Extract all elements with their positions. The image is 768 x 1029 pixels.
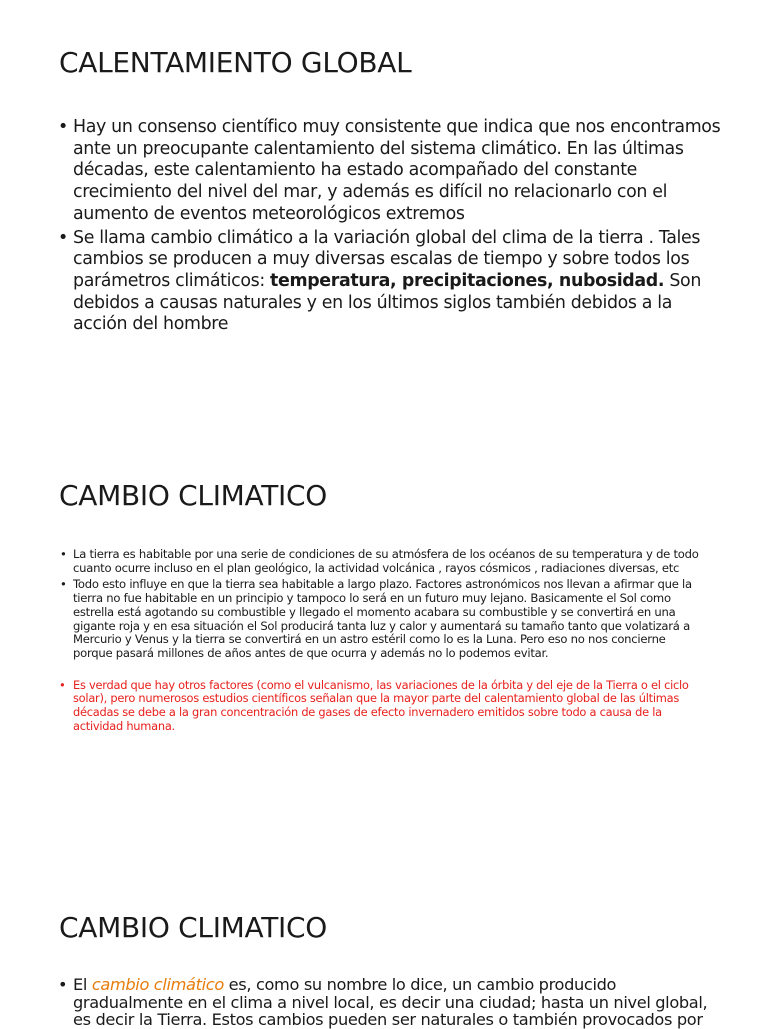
slide-title: CAMBIO CLIMATICO <box>59 911 327 944</box>
bullet-item: • Hay un consenso científico muy consistente que indica que nos encontramos ante un preocupante calentamiento del sistema climático. En las últimas décadas, este calentamiento ha estado acompañado del constante crecimiento del nivel del mar, y además es difícil no relacionarlo con el aumento de eventos meteorológicos extremos <box>73 117 721 226</box>
bullet-list <box>73 976 713 1029</box>
slide-calentamiento-global <box>0 0 768 420</box>
bullet-list <box>73 548 705 736</box>
bullet-text: Son debidos a causas naturales y en los últimos siglos también debidos a la acción del hombre <box>73 270 701 335</box>
bullet-item-highlighted: • Es verdad que hay otros factores (como el vulcanismo, las variaciones de la órbita y del eje de la Tierra o el ciclo solar), pero numerosos estudios científicos señalan que la mayor parte del calentamiento global de las últimas décadas se debe a la gran concentración de gases de efecto invernadero emitidos sobre todo a causa de la actividad humana. <box>73 679 705 734</box>
slide-cambio-climatico-2 <box>0 900 768 1029</box>
bullet-item <box>73 228 721 337</box>
bullet-text: Se llama cambio climático a la variación global del clima de la tierra . Tales cambios se producen a muy diversas escalas de tiempo y sobre todos los parámetros climáticos: <box>73 227 701 291</box>
slide-title: CALENTAMIENTO GLOBAL <box>59 46 412 79</box>
bullet-bold-text: temperatura, precipitaciones, nubosidad. <box>270 270 665 291</box>
bullet-text: El <box>73 975 92 994</box>
slide-cambio-climatico-1 <box>0 420 768 900</box>
bullet-item <box>73 976 713 1029</box>
bullet-text: es, como su nombre lo dice, un cambio producido gradualmente en el clima a nivel local, es decir una ciudad; hasta un nivel global, es decir la Tierra. Estos cambios pueden ser naturales o también provocados por <box>73 975 708 1029</box>
bullet-item: • La tierra es habitable por una serie de condiciones de su atmósfera de los océanos de su temperatura y de todo cuanto ocurre incluso en el plan geológico, la actividad volcánica , rayos cósmicos , radiaciones diversas, etc <box>73 548 705 575</box>
slide-title: CAMBIO CLIMATICO <box>59 479 327 512</box>
bullet-list <box>73 117 721 338</box>
bullet-highlight-text: cambio climático <box>91 975 224 994</box>
bullet-item: • Todo esto influye en que la tierra sea habitable a largo plazo. Factores astronómicos nos llevan a afirmar que la tierra no fue habitable en un principio y tampoco lo será en un futuro muy lejano. Basicamente el Sol como estrella está agotando su combustible y llegado el momento acabara su combustible y se convertirá en una gigante roja y en esa situación el Sol producirá tanta luz y calor y aumentará su tamaño tanto que volatizará a Mercurio y Venus y la tierra se convertirá en un astro estéril como lo es la Luna. Pero eso no nos concierne porque pasará millones de años antes de que ocurra y además no lo podemos evitar. <box>73 578 705 660</box>
